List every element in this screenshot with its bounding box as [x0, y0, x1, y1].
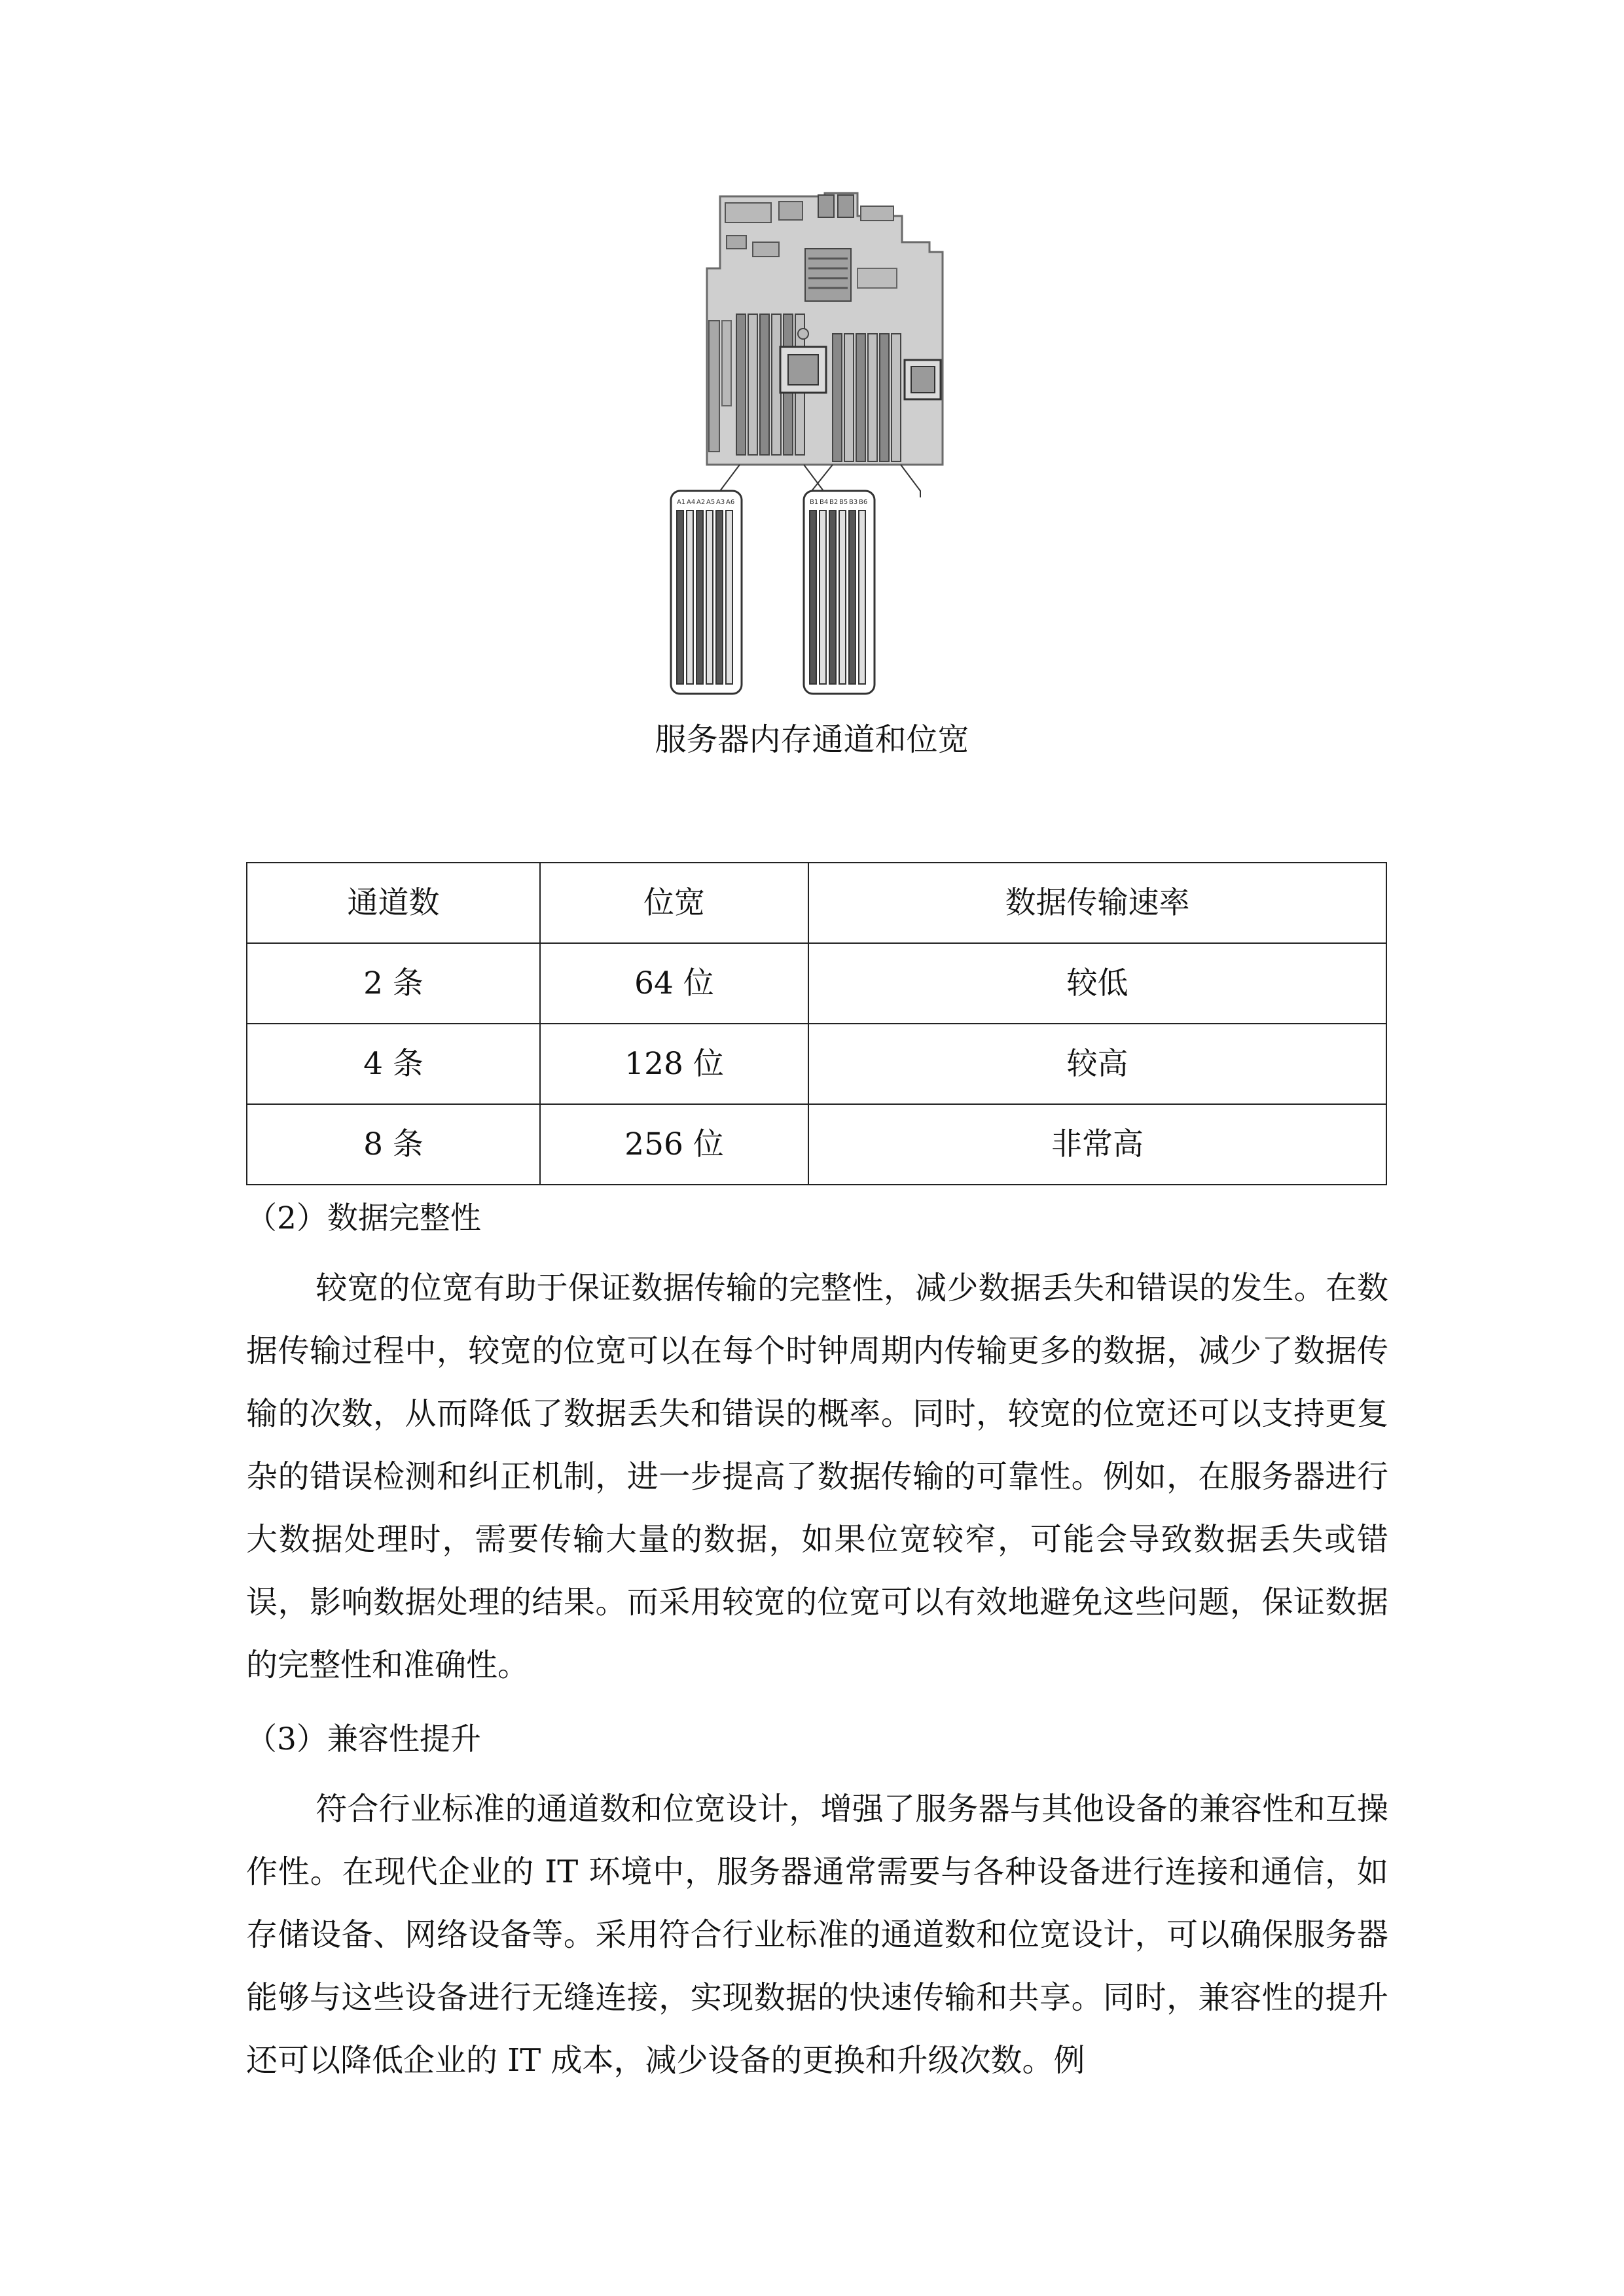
table-cell: 4 条: [247, 1024, 540, 1104]
section-heading-compatibility: （3）兼容性提升: [246, 1721, 481, 1757]
board-connector: [709, 321, 719, 452]
slot-label-b4: B4: [820, 499, 829, 506]
table-header-cell: 通道数: [247, 863, 540, 943]
table-cell: 2 条: [247, 943, 540, 1024]
section-heading-data-integrity: （2）数据完整性: [246, 1200, 481, 1236]
paragraph: [246, 1257, 1388, 1696]
table-row: [247, 943, 1386, 1024]
table-cell: 256 位: [540, 1104, 808, 1185]
motherboard-illustration: [635, 190, 1001, 720]
slot-label-b1: B1: [810, 499, 819, 506]
chipset-block: [805, 249, 851, 301]
slot-label-a5: A5: [706, 499, 715, 506]
slot-label-a2: A2: [696, 499, 706, 506]
board-connector: [838, 195, 854, 217]
table-cell: 64 位: [540, 943, 808, 1024]
slot-label-b3: B3: [849, 499, 858, 506]
slot-label-a6: A6: [726, 499, 735, 506]
table-cell: 非常高: [808, 1104, 1386, 1185]
board-connector: [725, 203, 771, 223]
motherboard-figure: [635, 190, 1001, 720]
channel-width-table: [246, 862, 1387, 1185]
table-cell: 8 条: [247, 1104, 540, 1185]
paragraph-text: 符合行业标准的通道数和位宽设计，增强了服务器与其他设备的兼容性和互操作性。在现代企业的 IT 环境中，服务器通常需要与各种设备进行连接和通信，如存储设备、网络设备等。采用符合行业标准的通道数和位宽设计，可以确保服务器能够与这些设备进行无缝连接，实现数据的快速传输和共享。同时，兼容性的提升还可以降低企业的 IT 成本，减少设备的更换和升级次数。例: [246, 1791, 1388, 2079]
table-row: [247, 1104, 1386, 1185]
slot-detail-panel-a: [671, 491, 742, 694]
section-body-data-integrity: [246, 1257, 1388, 1696]
section-body-compatibility: [246, 1778, 1388, 2092]
board-connector: [818, 195, 834, 217]
paragraph: [246, 1778, 1388, 2092]
figure-caption: 服务器内存通道和位宽: [655, 721, 969, 758]
table-header-cell: 位宽: [540, 863, 808, 943]
slot-label-a3: A3: [716, 499, 725, 506]
table-cell: 较低: [808, 943, 1386, 1024]
slot-label-a4: A4: [687, 499, 696, 506]
slot-label-b5: B5: [839, 499, 848, 506]
table-cell: 较高: [808, 1024, 1386, 1104]
slot-label-b6: B6: [859, 499, 868, 506]
table-header-row: [247, 863, 1386, 943]
slot-label-b2: B2: [829, 499, 839, 506]
board-connector: [722, 321, 731, 406]
board-connector: [779, 202, 803, 220]
table-row: [247, 1024, 1386, 1104]
slot-label-a1: A1: [677, 499, 686, 506]
slot-detail-panel-b: [804, 491, 875, 694]
table-cell: 128 位: [540, 1024, 808, 1104]
board-connector: [861, 206, 893, 221]
table-header-cell: 数据传输速率: [808, 863, 1386, 943]
paragraph-text: 较宽的位宽有助于保证数据传输的完整性，减少数据丢失和错误的发生。在数据传输过程中，较宽的位宽可以在每个时钟周期内传输更多的数据，减少了数据传输的次数，从而降低了数据丢失和错误的概率。同时，较宽的位宽还可以支持更复杂的错误检测和纠正机制，进一步提高了数据传输的可靠性。例如，在服务器进行大数据处理时，需要传输大量的数据，如果位宽较窄，可能会导致数据丢失或错误，影响数据处理的结果。而采用较宽的位宽可以有效地避免这些问题，保证数据的完整性和准确性。: [246, 1270, 1388, 1683]
